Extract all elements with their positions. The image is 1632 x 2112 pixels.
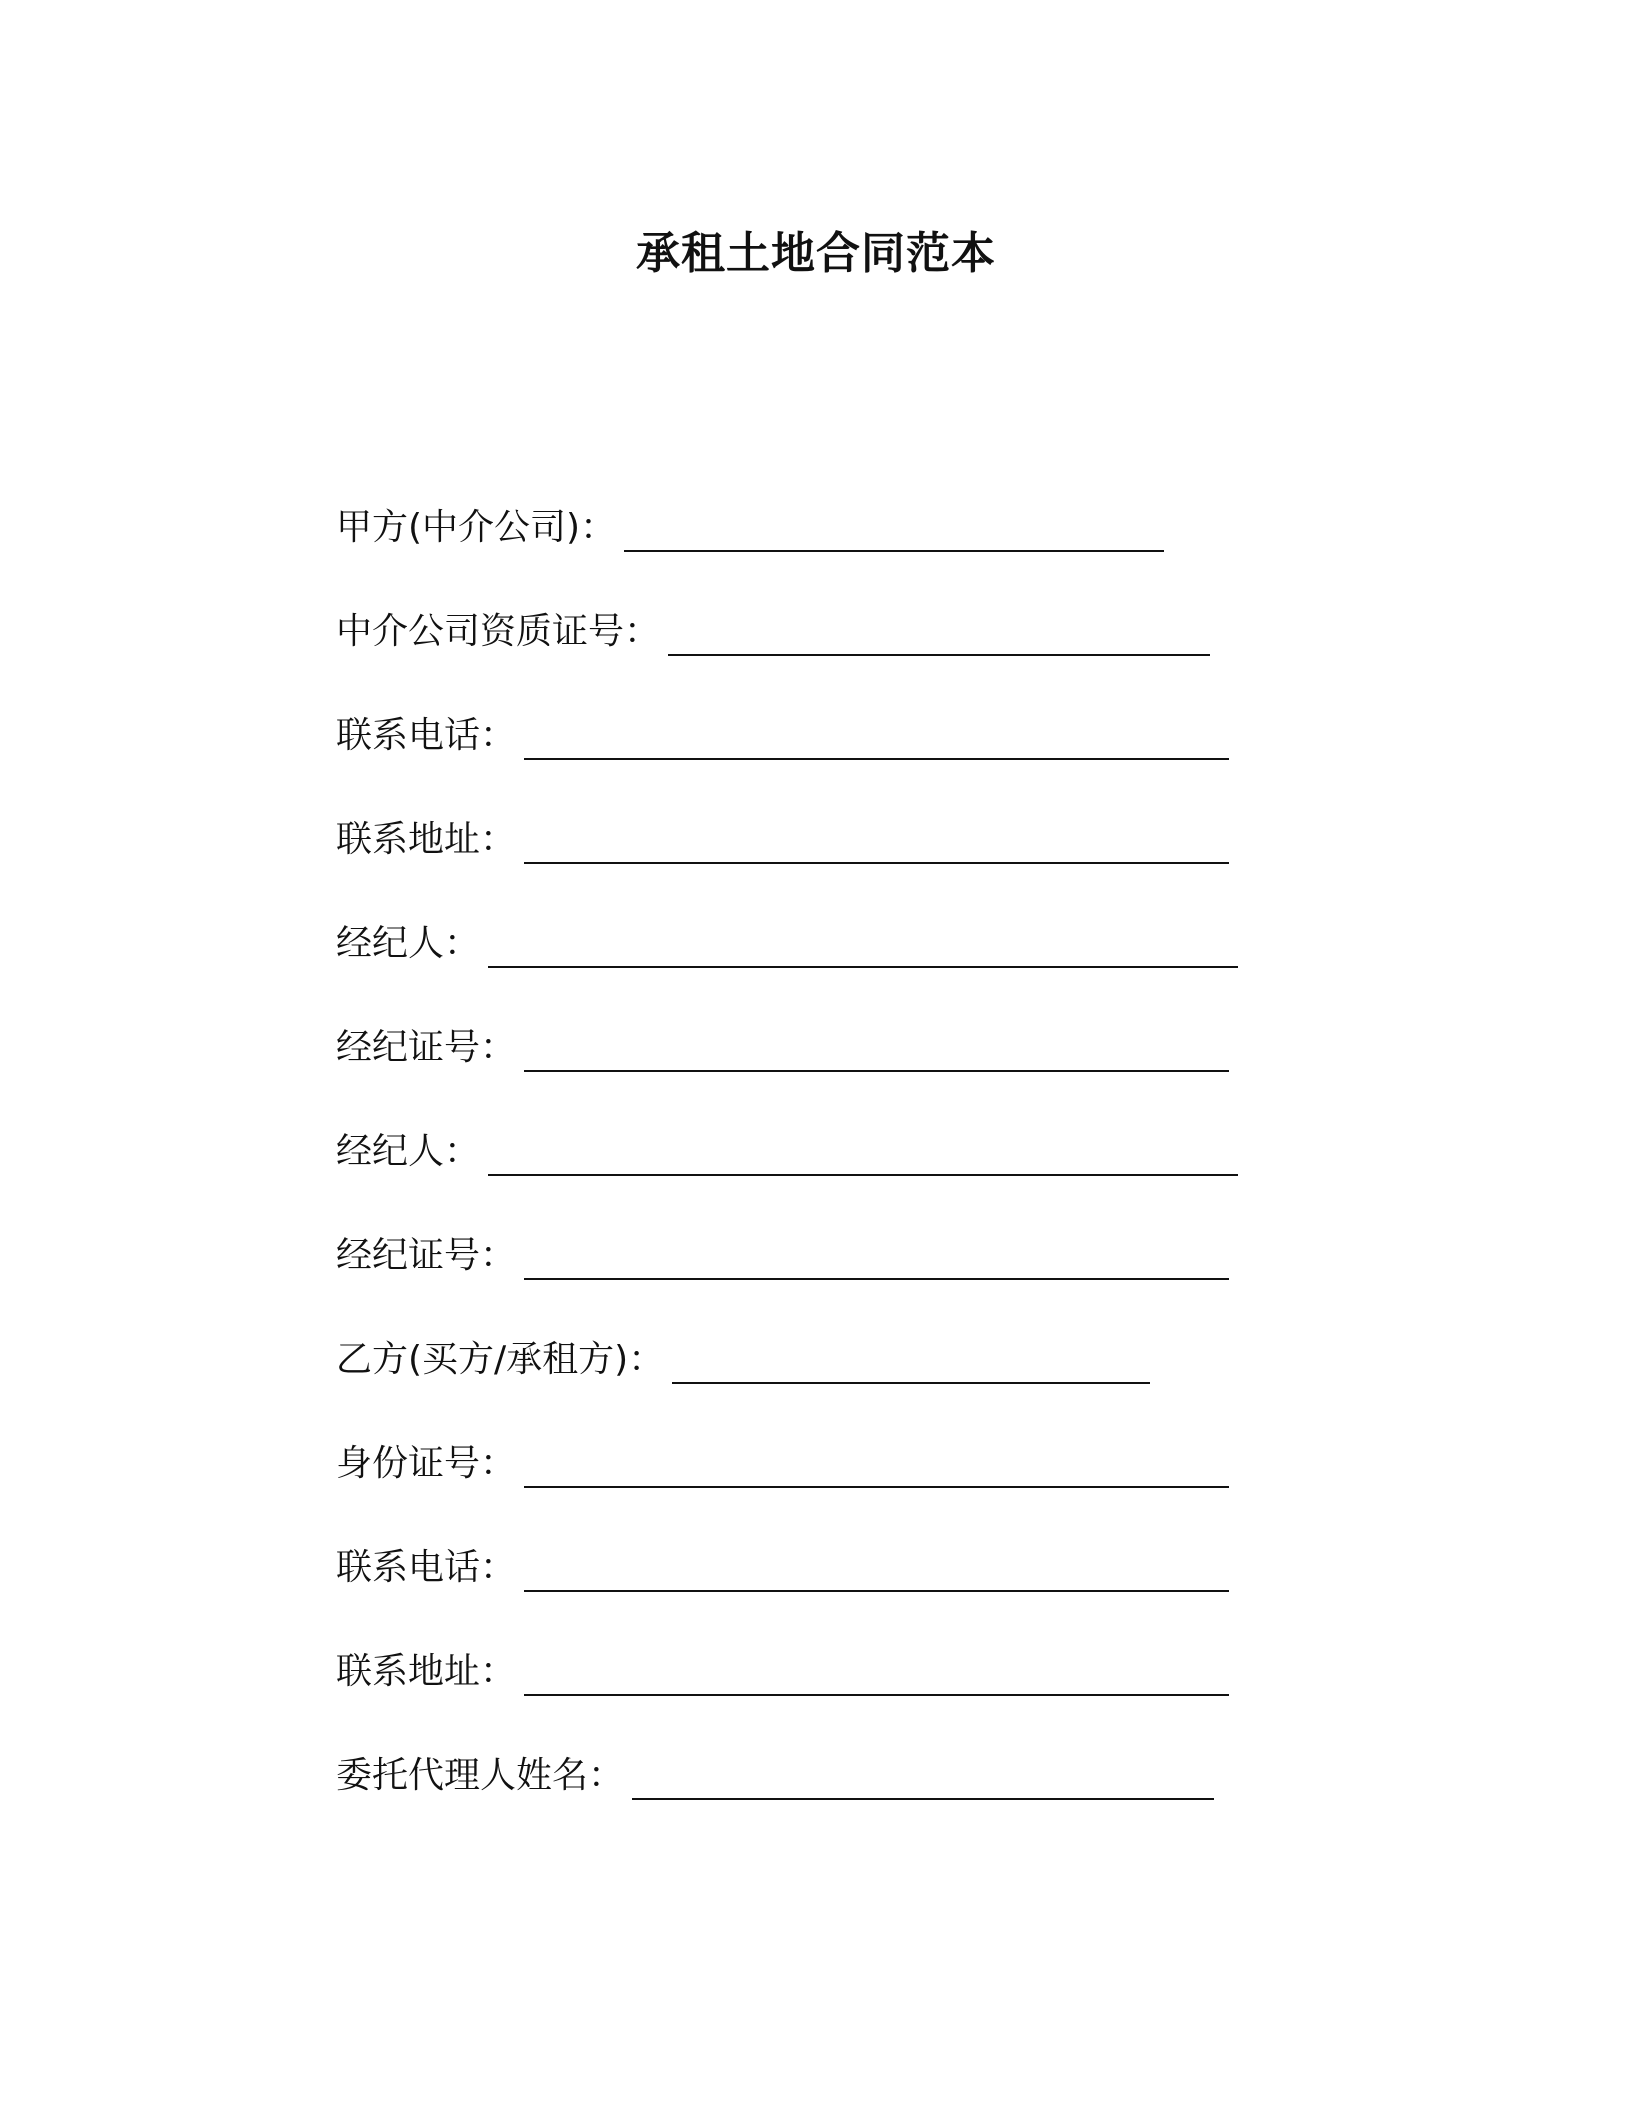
blank-line[interactable] — [524, 812, 1229, 864]
field-agent-license-1 — [336, 1020, 1296, 1124]
field-label: 乙方(买方/承租方)： — [336, 1339, 665, 1380]
document-title: 承租土地合同范本 — [636, 228, 996, 279]
field-phone-a — [336, 708, 1296, 812]
field-label: 委托代理人姓名： — [336, 1755, 625, 1796]
blank-line[interactable] — [632, 1748, 1214, 1800]
field-id-number — [336, 1436, 1296, 1540]
field-label: 联系地址： — [336, 1651, 517, 1692]
blank-line[interactable] — [524, 1228, 1229, 1280]
contract-fields — [336, 500, 1296, 1852]
blank-line[interactable] — [524, 708, 1229, 760]
field-address-b — [336, 1644, 1296, 1748]
field-agent-1 — [336, 916, 1296, 1020]
field-label: 联系电话： — [336, 1547, 517, 1588]
blank-line[interactable] — [488, 1124, 1238, 1176]
field-agent-2 — [336, 1124, 1296, 1228]
field-label: 经纪人： — [336, 923, 481, 964]
blank-line[interactable] — [672, 1332, 1150, 1384]
field-agent-license-2 — [336, 1228, 1296, 1332]
field-party-b — [336, 1332, 1296, 1436]
blank-line[interactable] — [524, 1644, 1229, 1696]
blank-line[interactable] — [524, 1020, 1229, 1072]
field-agency-license — [336, 604, 1296, 708]
field-phone-b — [336, 1540, 1296, 1644]
field-label: 中介公司资质证号： — [336, 611, 661, 652]
blank-line[interactable] — [524, 1540, 1229, 1592]
field-label: 联系电话： — [336, 715, 517, 756]
field-proxy-name — [336, 1748, 1296, 1852]
field-party-a — [336, 500, 1296, 604]
blank-line[interactable] — [524, 1436, 1229, 1488]
field-label: 联系地址： — [336, 819, 517, 860]
field-label: 经纪证号： — [336, 1027, 517, 1068]
field-label: 甲方(中介公司)： — [336, 507, 617, 548]
field-label: 经纪证号： — [336, 1235, 517, 1276]
field-label: 身份证号： — [336, 1443, 517, 1484]
blank-line[interactable] — [668, 604, 1210, 656]
field-address-a — [336, 812, 1296, 916]
blank-line[interactable] — [624, 500, 1164, 552]
field-label: 经纪人： — [336, 1131, 481, 1172]
blank-line[interactable] — [488, 916, 1238, 968]
